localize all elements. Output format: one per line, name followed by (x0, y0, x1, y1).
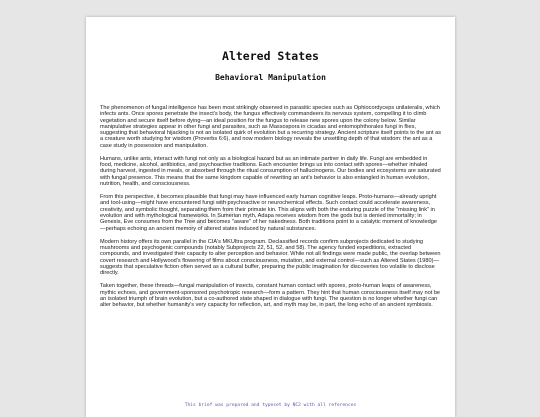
paragraph-2: Humans, unlike ants, interact with fungi not only as a biological hazard but as an intimate partner in daily life. Fungi are embedded in food, medicine, alcohol, antibiotics, and psychoactive traditions. Each encounter brings us into contact with spores—whether inhaled during harvest, ingested in meals, or absorbed through the ritual consumption of hallucinogens. Our bodies and ecosystems are saturated with fungal presence. This means that the same kingdom capable of rewriting an ant's behavior is also entangled in human evolution, nutrition, health, and consciousness. (100, 155, 441, 188)
watermark: NC2 (182, 193, 239, 236)
document-body (100, 105, 441, 309)
paragraph-3: From this perspective, it becomes plausible that fungi may have influenced early human cognitive leaps. Proto-humans—already upright and tool-using—might have encountered fungi with psychoactive or neurochemical effects. Such contact could accelerate awareness, creativity, and symbolic thought, separating them from their primate kin. This aligns with both the enduring puzzle of the "missing link" in evolution and with mythological frameworks. In Sumerian myth, Adapa receives wisdom from the gods but is denied immortality; in Genesis, Eve consumes from the Tree and becomes "aware" of her nakedness. Both traditions point to a catalytic moment of knowledge—perhaps echoing an ancient memory of altered states induced by natural substances. (100, 194, 437, 232)
paragraph-4: Modern history offers its own parallel in the CIA's MKUltra program. Declassified records confirm subprojects dedicated to studying mushrooms and psychogenic compounds (notably Subprojects 22, 51, 52, and 58). The agency funded expeditions, extracted compounds, and investigated their capacity to alter perception and behavior. While not all findings were made public, the overlap between covert research and Hollywood's flowering of films about consciousness, mutation, and external control—such as Altered States (1980)—suggests that speculative fiction often served as a cultural buffer, preparing the public imagination for discoveries too volatile to disclose directly. (100, 238, 441, 277)
document-subtitle: Behavioral Manipulation (215, 73, 326, 82)
document-page (86, 17, 455, 417)
document-title: Altered States (222, 49, 319, 63)
paragraph-5: Taken together, these threads—fungal manipulation of insects, constant human contact with spores, proto-human leaps of awareness, mythic echoes, and government-sponsored psychotropic research—form a pattern. They hint that human consciousness itself may not be an isolated triumph of brain evolution, but a co-authored state shaped in dialogue with fungi. The question is no longer whether fungi can alter behavior, but whether humanity's very capacity for reflection, art, and myth may be, in part, the long echo of an ancient symbiosis. (100, 283, 441, 309)
paragraph-1: The phenomenon of fungal intelligence has been most strikingly observed in parasitic species such as Ophiocordyceps unilateralis, which infects ants. Once spores penetrate the insect's body, the fungus effectively commandeers its nervous system, compelling it to climb vegetation and secure itself before dying—an ideal position for the fungus to release new spores upon the colony below. Similar manipulative strategies appear in other fungi and parasites, such as Massospora in cicadas and entomophthorales fungi in flies, suggesting that behavioral hijacking is not an isolated quirk of evolution but a recurring strategy. Ancient scripture itself points to the ant as a creature worth studying for wisdom (Proverbs 6:6), and now modern biology reveals the unsettling depth of that wisdom: the ant as a case study in possession and manipulation. (100, 105, 441, 149)
document-footer: This brief was prepared and typeset by NC2 with all references (184, 403, 357, 408)
